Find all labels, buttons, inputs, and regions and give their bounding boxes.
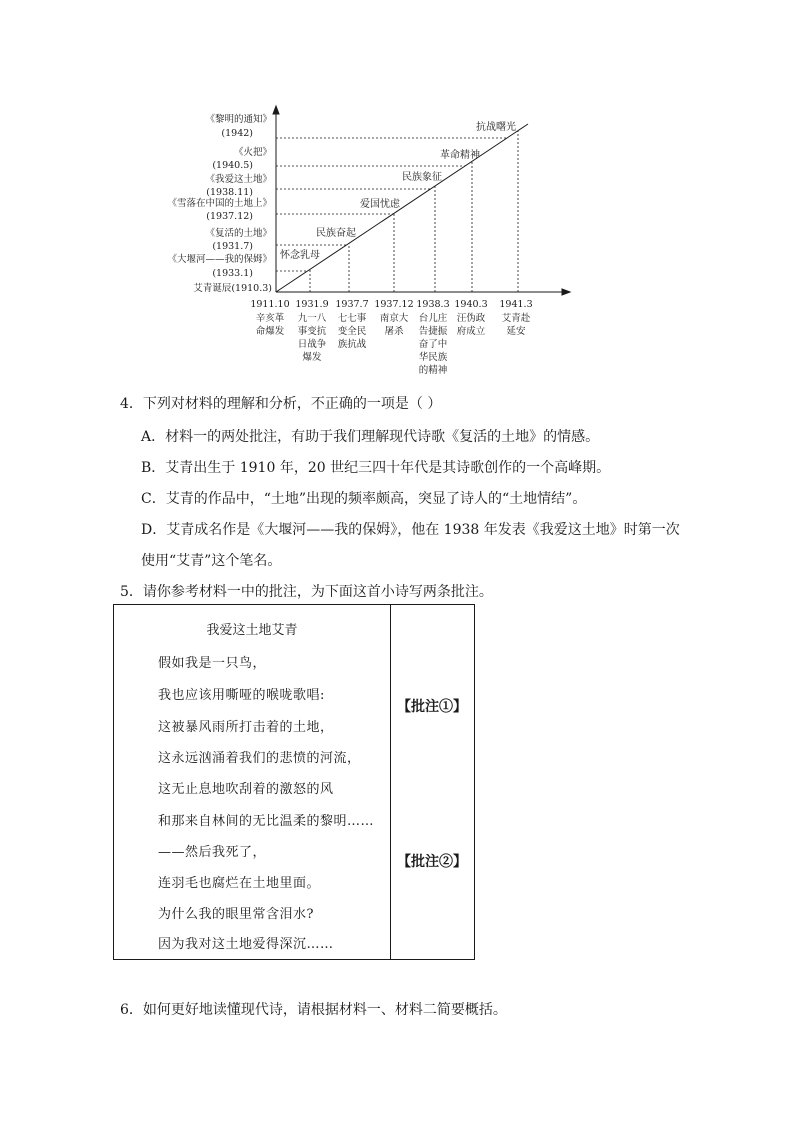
poem-title: 我爱这土地艾青 (206, 623, 298, 638)
trend-line-label: 怀念乳母 (280, 250, 320, 261)
x-axis-arrow (562, 289, 570, 295)
q6-stem: 6．如何更好地读懂现代诗，请根据材料一、材料二简要概括。 (120, 1002, 507, 1018)
y-axis-label-title: 《我爱这土地》 (205, 174, 272, 185)
x-axis-event: 屠杀 (384, 326, 404, 337)
x-axis-event: 告捷振 (418, 326, 448, 337)
q4-stem: 4．下列对材料的理解和分析，不正确的一项是（ ） (120, 396, 442, 412)
trend-line-label: 抗战曙光 (476, 122, 516, 133)
x-axis-event: 日战争 (297, 339, 327, 350)
poetry-timeline-chart (150, 100, 590, 385)
y-axis-label-year: (1942) (221, 128, 253, 139)
x-axis-event: 的精神 (418, 365, 448, 376)
x-axis-event: 变全民 (337, 326, 367, 337)
y-axis-label-title: 《大堰河——我的保姆》 (167, 254, 272, 265)
y-axis-label-year: (1938.11) (206, 187, 253, 198)
x-axis-event: 辛亥革 (255, 313, 285, 324)
y-axis-arrow (273, 106, 279, 114)
annotation-cell[interactable] (390, 605, 474, 959)
annotation-1-label: 【批注①】 (397, 699, 467, 715)
q4-option-a: A．材料一的两处批注，有助于我们理解现代诗歌《复活的土地》的情感。 (141, 429, 600, 445)
x-axis-date: 1937.7 (335, 299, 369, 310)
x-axis-date: 1940.3 (454, 299, 488, 310)
trend-line-label: 民族奋起 (316, 228, 356, 239)
x-axis-event: 南京大 (379, 313, 409, 324)
x-axis-event: 命爆发 (255, 326, 285, 337)
q4-option-d: D．艾青成名作是《大堰河——我的保姆》，他在 1938 年发表《我爱这土地》时第一次 (141, 522, 680, 538)
x-axis-event: 汪伪政 (456, 313, 486, 324)
x-axis-date: 1931.9 (295, 299, 329, 310)
q4-option-d-cont: 使用“艾青”这个笔名。 (141, 553, 282, 569)
trend-line-label: 革命精神 (440, 150, 480, 161)
poem-line: 为什么我的眼里常含泪水? (158, 907, 314, 922)
x-axis-event: 延安 (506, 326, 526, 337)
y-axis-label-title: 《雪落在中国的土地上》 (167, 198, 272, 209)
x-axis-event: 艾青赴 (501, 313, 531, 324)
y-axis-label-title: 《复活的土地》 (205, 228, 272, 239)
poem-line: ——然后我死了， (158, 845, 267, 860)
trend-line-label: 爱国忧虑 (360, 199, 400, 210)
x-axis-event: 奋了中 (418, 339, 448, 350)
x-axis-event: 府成立 (456, 326, 486, 337)
x-axis-event: 台儿庄 (418, 313, 448, 324)
q4-option-b: B．艾青出生于 1910 年，20 世纪三四十年代是其诗歌创作的一个高峰期。 (141, 460, 611, 476)
q4-option-c: C．艾青的作品中，“土地”出现的频率颇高，突显了诗人的“土地情结”。 (141, 491, 587, 507)
poem-line: 假如我是一只鸟， (158, 656, 267, 671)
poem-line: 连羽毛也腐烂在土地里面。 (158, 876, 321, 891)
poem-cell (114, 605, 391, 959)
x-axis-date: 1941.3 (499, 299, 533, 310)
y-axis-label-year: (1933.1) (212, 268, 253, 279)
x-axis-event: 爆发 (302, 352, 322, 363)
y-axis-label-title: 《黎明的通知》 (205, 114, 272, 125)
x-axis-date: 1937.12 (374, 299, 414, 310)
x-axis-event: 族抗战 (337, 339, 367, 350)
trend-line-label: 民族象征 (402, 172, 442, 183)
poem-annotation-table (113, 604, 475, 960)
x-axis-event: 事变抗 (297, 326, 327, 337)
y-axis-label-title: 《火把》 (233, 147, 272, 158)
y-axis-label-year: (1940.5) (212, 160, 253, 171)
x-axis-event: 华民族 (418, 352, 448, 363)
poem-line: 因为我对这土地爱得深沉…… (158, 937, 334, 952)
poem-line: 这无止息地吹刮着的激怒的风 (158, 782, 334, 797)
y-axis-label-year: (1931.7) (212, 241, 253, 252)
y-axis-label-title: 艾青诞辰(1910.3) (193, 283, 272, 294)
x-axis-date: 1911.10 (250, 299, 290, 310)
poem-line: 这永远汹涌着我们的悲愤的河流， (158, 751, 361, 766)
x-axis-event: 七七事 (337, 313, 367, 324)
q5-stem: 5．请你参考材料一中的批注，为下面这首小诗写两条批注。 (120, 584, 493, 600)
x-axis-date: 1938.3 (416, 299, 450, 310)
trend-line (276, 124, 528, 292)
x-axis-event: 九一八 (297, 313, 327, 324)
poem-line: 这被暴风雨所打击着的土地， (158, 720, 334, 735)
poem-line: 我也应该用嘶哑的喉咙歌唱: (158, 688, 325, 703)
annotation-2-label: 【批注②】 (397, 854, 467, 870)
y-axis-label-year: (1937.12) (206, 211, 253, 222)
poem-line: 和那来自林间的无比温柔的黎明…… (158, 814, 375, 829)
